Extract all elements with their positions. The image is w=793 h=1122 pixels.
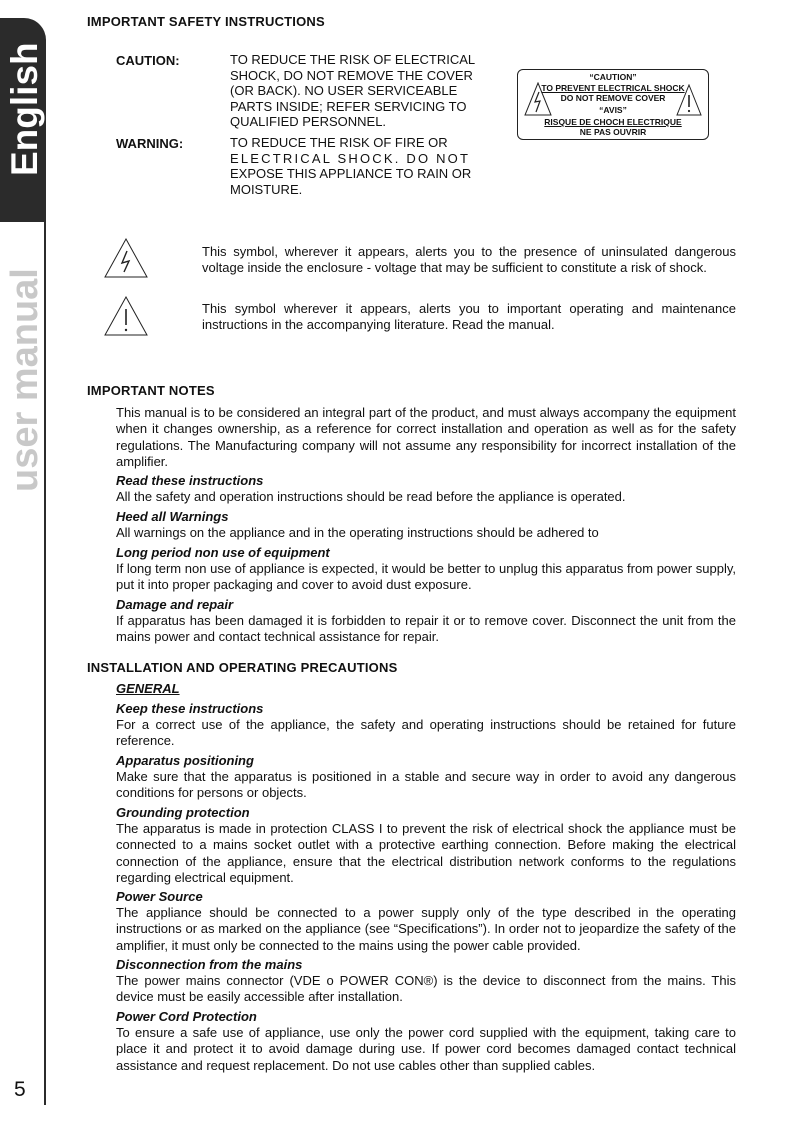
notes-item-text: All warnings on the appliance and in the operating instructions should be adhered to [116,525,599,540]
safety-heading: IMPORTANT SAFETY INSTRUCTIONS [87,14,325,29]
install-item-title: Grounding protection [116,805,250,820]
notes-item-text: If apparatus has been damaged it is forbidden to repair it or to remove cover. Disconnect the unit from the mains power and contact technical assistance for repair. [116,613,736,645]
warning-text [230,135,488,197]
warning-line: ELECTRICAL SHOCK. DO NOT [230,150,471,166]
install-item-text: For a correct use of the appliance, the safety and operating instructions should be retained for future reference. [116,717,736,749]
exclamation-warning-icon [104,296,148,336]
sidebar-doc-type: user manual [4,268,46,492]
notes-item-title: Read these instructions [116,473,264,488]
caution-line: (OR BACK). NO USER SERVICEABLE [230,83,458,98]
sidebar-language: English [4,42,45,176]
symbol1-text: This symbol, wherever it appears, alerts you to the presence of uninsulated dangerous voltage inside the enclosure - voltage that may be sufficient to constitute a risk of shock. [202,244,736,275]
install-item-text: The apparatus is made in protection CLASS I to prevent the risk of electrical shock the appliance must be connected to a mains socket outlet with a protective earthing connection. Before making the electrical connection of the appliance, ensure that the electrical distribution network conforms to the regulations regarding electrical equipment. [116,821,736,885]
caution-line: TO REDUCE THE RISK OF ELECTRICAL [230,52,476,67]
install-item-text: The appliance should be connected to a power supply only of the type described in the operating instructions or as marked on the appliance (see “Specifications”). In order not to jeopardize the safety of the amplifier, it must only be connected to the mains using the power cable provided. [116,905,736,953]
notes-item-title: Long period non use of equipment [116,545,330,560]
install-item-text: Make sure that the apparatus is positioned in a stable and secure way in order to avoid any dangerous conditions for persons or objects. [116,769,736,801]
page-number: 5 [14,1078,26,1101]
caution-line: QUALIFIED PERSONNEL. [230,114,387,129]
caution-label-box [517,69,709,140]
install-item-title: Disconnection from the mains [116,957,303,972]
install-item-title: Power Cord Protection [116,1009,257,1024]
caution-line: SHOCK, DO NOT REMOVE THE COVER [230,67,473,83]
install-item-title: Power Source [116,889,203,904]
install-item-title: Apparatus positioning [116,753,254,768]
box-avis: “AVIS” [599,105,627,115]
box-title: “CAUTION” [589,72,637,82]
warning-line: TO REDUCE THE RISK OF FIRE OR [230,135,448,150]
lightning-warning-icon [524,82,552,116]
lightning-warning-icon [104,238,148,278]
notes-item-text: If long term non use of appliance is expected, it would be better to unplug this apparatus from power supply, put it into proper packaging and cover to avoid dust exposure. [116,561,736,593]
warning-line: MOISTURE. [230,181,303,197]
symbol2-text: This symbol wherever it appears, alerts you to important operating and maintenance instructions in the accompanying literature. Read the manual. [202,301,736,332]
notes-intro: This manual is to be considered an integral part of the product, and must always accompany the equipment when it changes ownership, as a reference for correct installation and operation as well as for the safety regulations. The Manufacturing company will not assume any responsibility for incorrect installation of the amplifier. [116,405,736,469]
notes-item-text: All the safety and operation instructions should be read before the appliance is operated. [116,489,626,504]
install-item-title: Keep these instructions [116,701,264,716]
box-line: TO PREVENT ELECTRICAL SHOCK [541,83,685,93]
box-line: NE PAS OUVRIR [579,127,647,137]
install-item-text: To ensure a safe use of appliance, use only the power cord supplied with the equipment, taking care to place it and protect it to avoid damage during use. If power cord becomes damaged contact technical assistance and request replacement. Do not use cables other than supplied cables. [116,1025,736,1073]
installation-heading: INSTALLATION AND OPERATING PRECAUTIONS [87,660,398,675]
box-line: DO NOT REMOVE COVER [560,93,666,103]
caution-text [230,52,488,130]
warning-label: WARNING: [116,136,184,151]
box-line: RISQUE DE CHOCH ELECTRIQUE [544,117,682,127]
notes-item-title: Heed all Warnings [116,509,229,524]
notes-heading: IMPORTANT NOTES [87,383,215,398]
install-item-text: The power mains connector (VDE o POWER CON®) is the device to disconnect from the mains. This device must be easily accessible after installation. [116,973,736,1005]
caution-label: CAUTION: [116,53,180,68]
warning-line: EXPOSE THIS APPLIANCE TO RAIN OR [230,166,472,181]
caution-line: PARTS INSIDE; REFER SERVICING TO [230,98,467,114]
general-subheading: GENERAL [116,681,180,696]
notes-item-title: Damage and repair [116,597,234,612]
exclamation-warning-icon [676,84,702,116]
